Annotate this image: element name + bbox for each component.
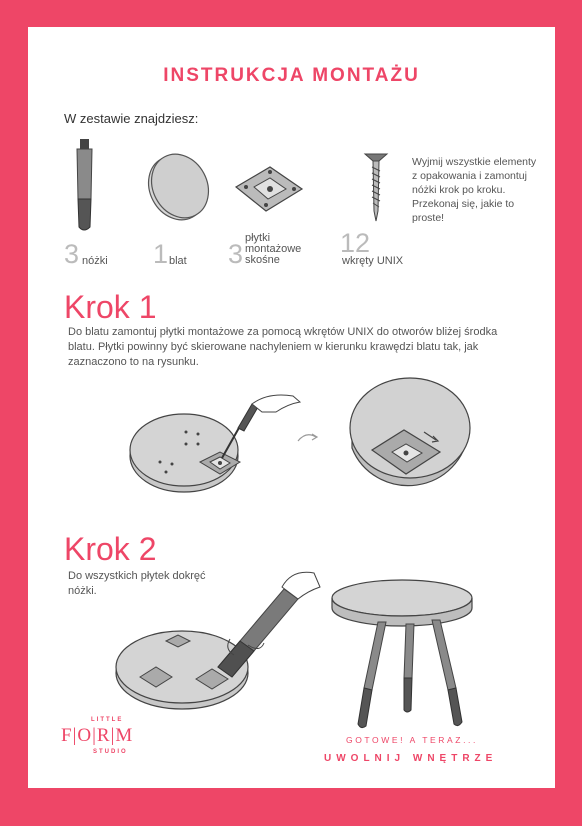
logo-bottom-text: STUDIO bbox=[93, 749, 128, 755]
intro-note: Wyjmij wszystkie elementy z opakowania i zamontuj nóżki krok po kroku. Przekonaj się, jakie to proste! bbox=[412, 156, 537, 224]
seat-quantity: 1 bbox=[153, 239, 169, 269]
magnify-arrow-icon bbox=[296, 431, 320, 445]
step-2-text: Do wszystkich płytek dokręć nóżki. bbox=[68, 570, 206, 597]
step-1-text: Do blatu zamontuj płytki montażowe za pomocą wkrętów UNIX do otworów bliżej środka blatu. Płytki powinny być skierowane nachyleniem w kierunku krawędzi blatu tak, jak zaznaczono to na rysunku. bbox=[68, 326, 498, 368]
instruction-sheet bbox=[28, 27, 555, 788]
screw-icon bbox=[364, 153, 388, 223]
step-2-title: Krok 2 bbox=[64, 531, 157, 567]
screw-label: wkręty UNIX bbox=[342, 255, 404, 267]
step-1-title: Krok 1 bbox=[64, 289, 157, 325]
logo-top-text: LITTLE bbox=[91, 717, 124, 723]
leg-quantity: 3 bbox=[64, 239, 80, 269]
kit-heading: W zestawie znajdziesz: bbox=[64, 111, 199, 126]
step-1-detail-illustration bbox=[344, 376, 474, 494]
finished-stool-illustration bbox=[328, 570, 478, 740]
seat-label: blat bbox=[169, 255, 187, 267]
step-2-assembly-illustration bbox=[114, 543, 324, 713]
footer-tagline: GOTOWE! A TERAZ... bbox=[346, 735, 478, 745]
plate-quantity: 3 bbox=[228, 239, 244, 269]
round-seat-icon bbox=[146, 151, 210, 223]
footer-slogan: UWOLNIJ WNĘTRZE bbox=[324, 753, 498, 764]
mounting-plate-icon bbox=[234, 163, 304, 213]
leg-label: nóżki bbox=[82, 255, 108, 267]
step-1-seat-illustration bbox=[128, 382, 308, 497]
plate-label: płytki montażowe skośne bbox=[245, 232, 302, 266]
screw-quantity: 12 bbox=[340, 228, 371, 258]
page-title: INSTRUKCJA MONTAŻU bbox=[163, 65, 420, 86]
brand-logo bbox=[59, 717, 153, 763]
logo-main-text: F|O|R|M bbox=[61, 725, 134, 746]
